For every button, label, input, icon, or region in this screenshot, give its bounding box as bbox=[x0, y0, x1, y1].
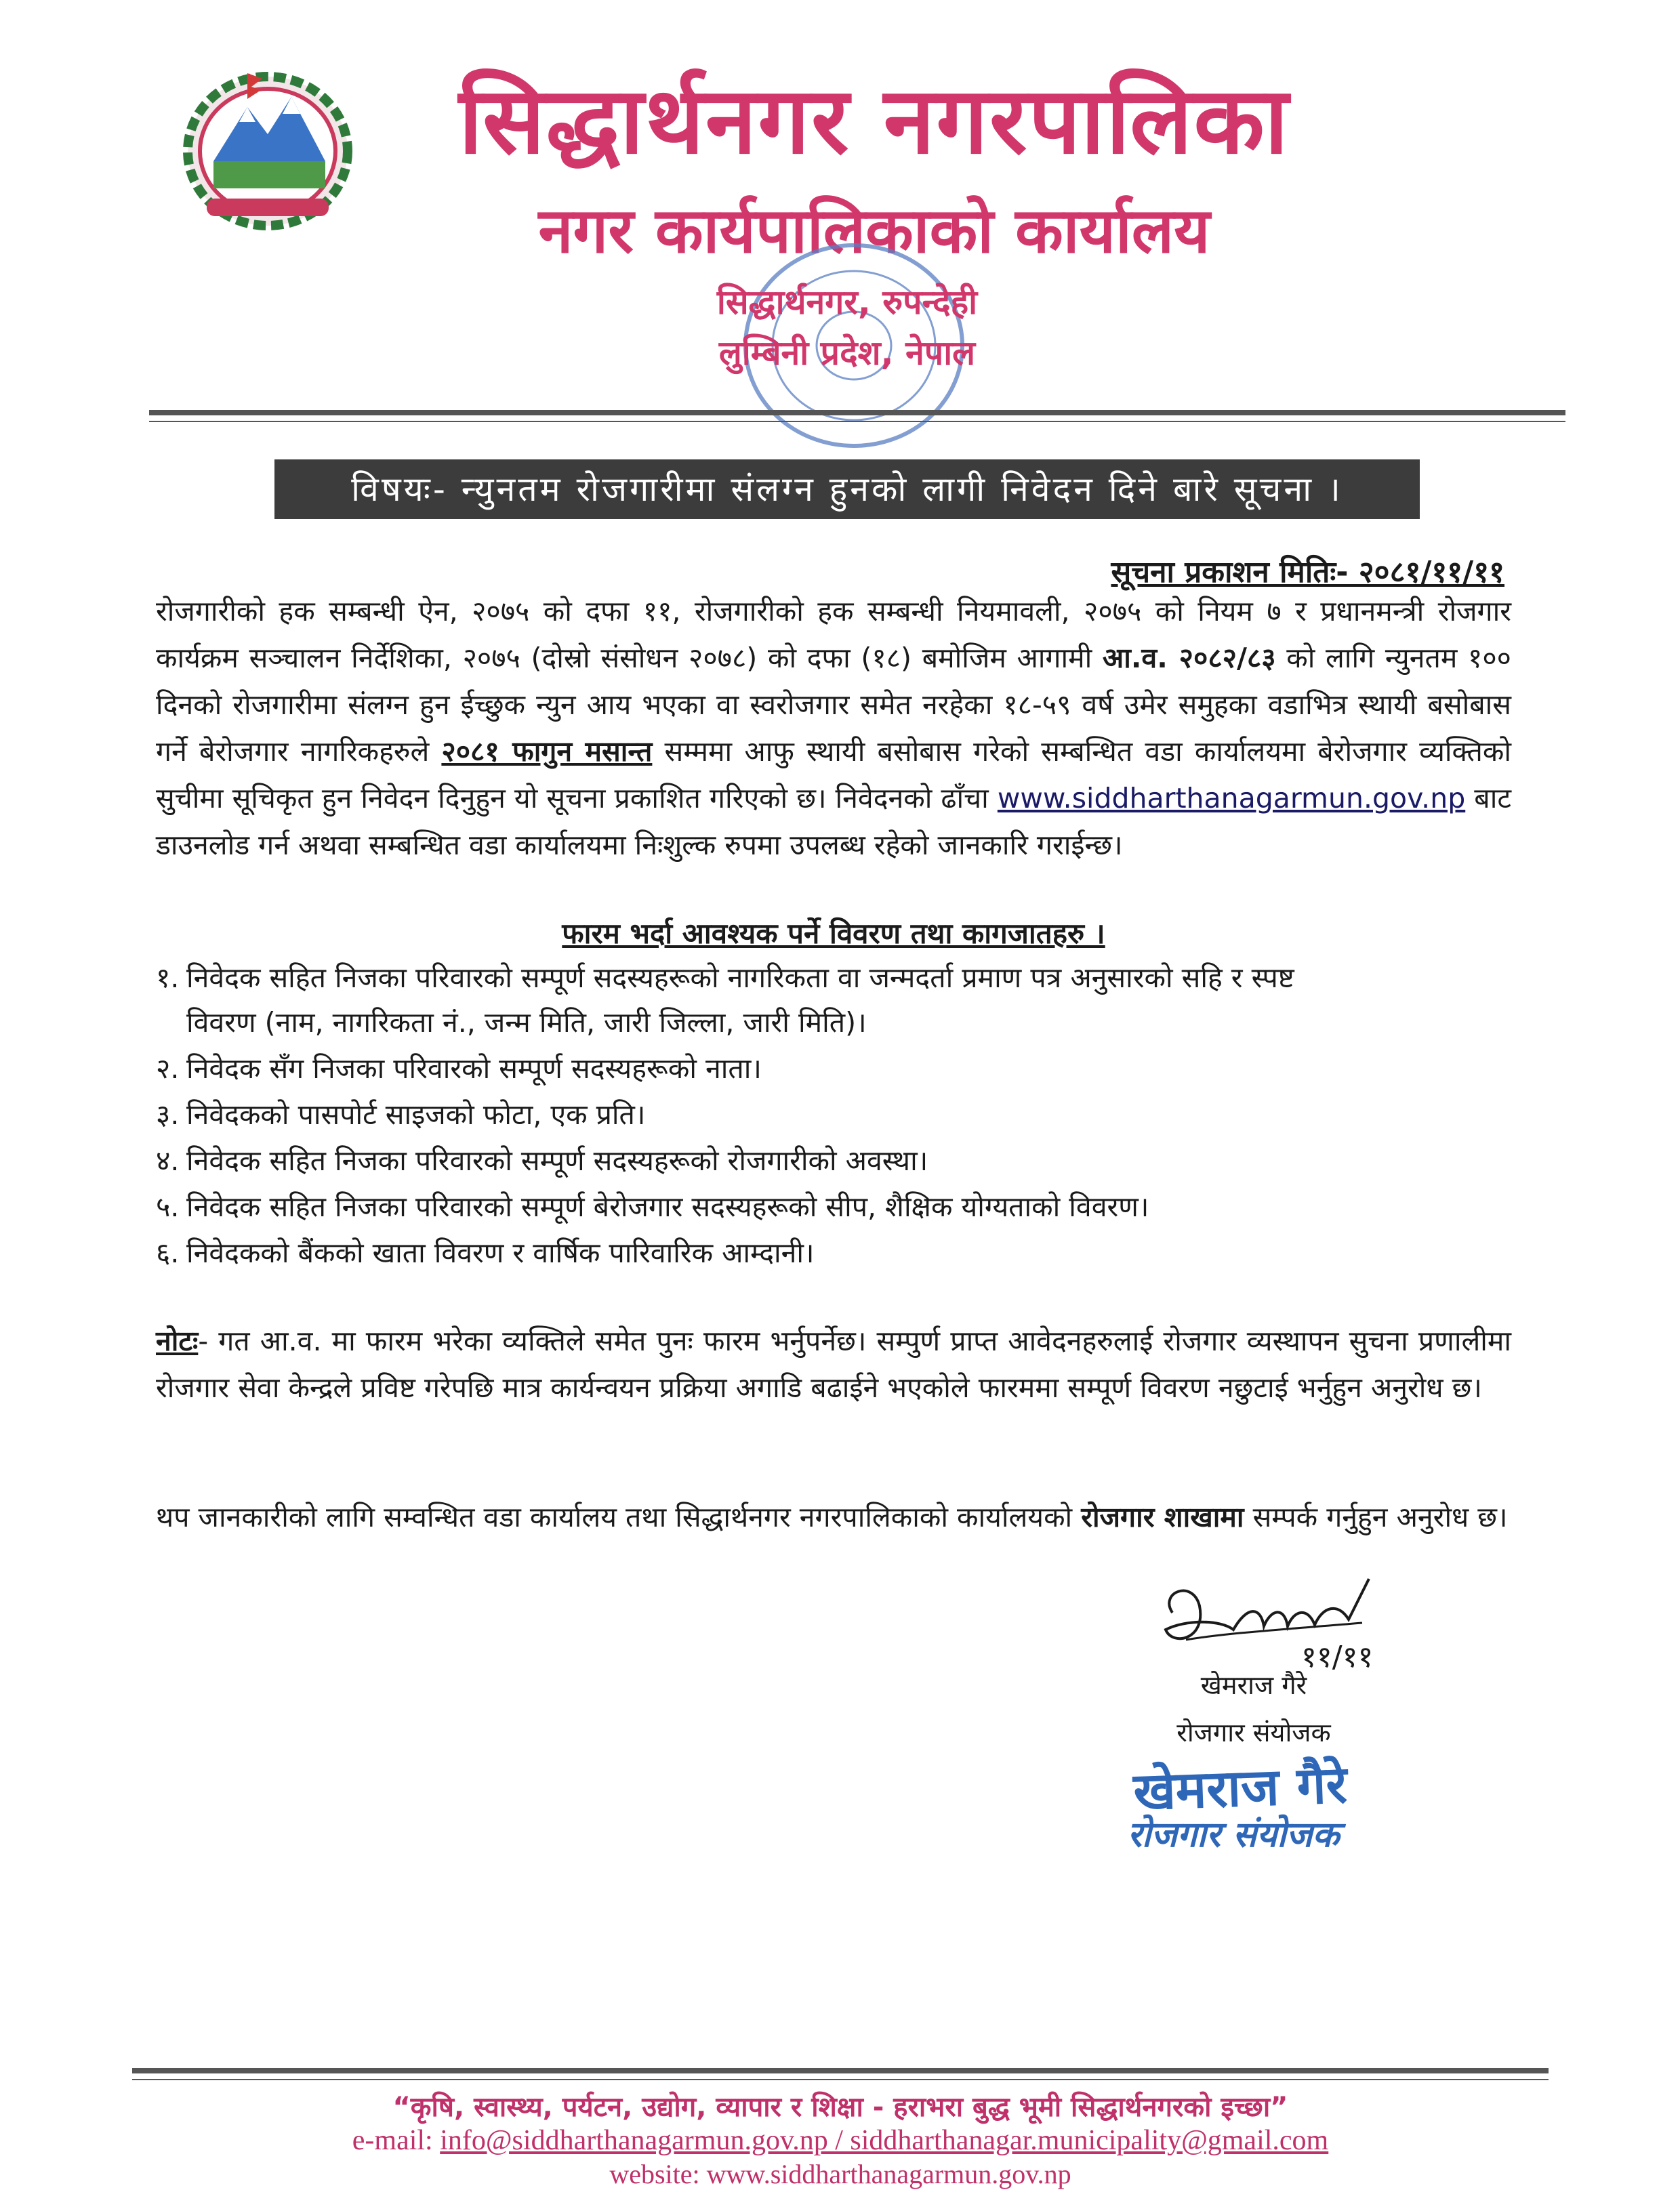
municipality-emblem bbox=[166, 60, 369, 236]
publish-date: सूचना प्रकाशन मितिः- २०८१/११/११ bbox=[1111, 555, 1504, 590]
note-label: नोटः bbox=[156, 1325, 199, 1357]
list-item-text: निवेदक सँग निजका परिवारको सम्पूर्ण सदस्यहरूको नाता। bbox=[186, 1052, 762, 1085]
intro-text-1: रोजगारीको हक सम्बन्धी ऐन, २०७५ को दफा ११, रोजगारीको हक सम्बन्धी नियमावली, २०७५ को नियम ७ र प्रधानमन्त्री रोजगार कार्यक्रम सञ्चालन निर्देशिका, २०७५ (दोस्रो संसोधन २०७८) को दफा (१८) बमोजिम आगामी bbox=[156, 595, 1511, 674]
list-item-number: ५. bbox=[156, 1191, 180, 1223]
footer-website-link[interactable]: www.siddharthanagarmun.gov.np bbox=[706, 2159, 1071, 2189]
website-label: website: bbox=[609, 2159, 707, 2189]
intro-paragraph bbox=[156, 588, 1511, 869]
deadline: २०८१ फागुन मसान्त bbox=[441, 735, 653, 768]
contact-text-1: थप जानकारीको लागि सम्वन्धित वडा कार्यालय तथा सिद्धार्थनगर नगरपालिकाको कार्यालयको bbox=[156, 1501, 1082, 1533]
intro-text-2: को लागि न्युनतम १०० दिनको रोजगारीमा संलग्न हुन ईच्छुक न्युन आय भएका वा स्वरोजगार समेत नरहेका १८-५९ वर्ष उमेर समुहका वडाभित्र स्थायी बसोबास गर्ने बेरोजगार नागरिकहरुले bbox=[156, 642, 1511, 768]
name-stamp: खेमराज गैरे bbox=[1132, 1754, 1349, 1822]
email-address-link[interactable]: info@siddharthanagarmun.gov.np / siddharthanagar.municipality@gmail.com bbox=[440, 2125, 1329, 2156]
footer-divider bbox=[132, 2068, 1549, 2073]
contact-paragraph bbox=[156, 1494, 1511, 1541]
list-item-text: निवेदक सहित निजका परिवारको सम्पूर्ण बेरोजगार सदस्यहरूको सीप, शैक्षिक योग्यताको विवरण। bbox=[186, 1191, 1149, 1223]
footer-website-line bbox=[132, 2158, 1549, 2190]
list-item-text: निवेदक सहित निजका परिवारको सम्पूर्ण सदस्यहरूको रोजगारीको अवस्था। bbox=[186, 1144, 928, 1177]
fiscal-year: आ.व. २०८२/८३ bbox=[1102, 642, 1276, 674]
employment-branch: रोजगार शाखामा bbox=[1081, 1501, 1244, 1533]
list-item-number: ६. bbox=[156, 1237, 180, 1269]
list-item-number: ४. bbox=[156, 1144, 180, 1177]
docs-heading: फारम भर्दा आवश्यक पर्ने विवरण तथा कागजातहरु । bbox=[562, 917, 1105, 950]
intro-text-4: बाट डाउनलोड गर्न अथवा सम्बन्धित वडा कार्यालयमा निःशुल्क रुपमा उपलब्ध रहेको जानकारि गराईन्छ। bbox=[156, 782, 1511, 861]
email-label: e-mail: bbox=[352, 2125, 441, 2156]
website-link[interactable]: www.siddharthanagarmun.gov.np bbox=[997, 782, 1466, 814]
list-item bbox=[156, 1138, 1511, 1183]
footer-motto: “कृषि, स्वास्थ्य, पर्यटन, उद्योग, व्यापार र शिक्षा - हराभरा बुद्ध भूमी सिद्धार्थनगरको इच्छा” bbox=[392, 2092, 1288, 2123]
address-province: लुम्बिनी प्रदेश, नेपाल bbox=[718, 333, 976, 373]
contact-text-2: सम्पर्क गर्नुहुन अनुरोध छ। bbox=[1244, 1501, 1508, 1533]
note-text: - गत आ.व. मा फारम भरेका व्यक्तिले समेत पुनः फारम भर्नुपर्नेछ। सम्पुर्ण प्राप्त आवेदनहरुलाई रोजगार व्यस्थापन सुचना प्रणालीमा रोजगार सेवा केन्द्रले प्रविष्ट गरेपछि मात्र कार्यन्वयन प्रक्रिया अगाडि बढाईने भएकोले फारममा सम्पूर्ण विवरण नछुटाई भर्नुहुन अनुरोध छ। bbox=[156, 1325, 1511, 1404]
signer-name: खेमराज गैरे bbox=[1200, 1670, 1307, 1700]
list-item bbox=[156, 955, 1511, 1000]
signer-title: रोजगार संयोजक bbox=[1176, 1718, 1331, 1748]
list-item-text: निवेदकको बैंकको खाता विवरण र वार्षिक पारिवारिक आम्दानी। bbox=[186, 1237, 815, 1269]
address-district: सिद्धार्थनगर, रुपन्देही bbox=[716, 283, 978, 322]
list-item-number: १. bbox=[156, 962, 180, 994]
footer-divider-thin bbox=[132, 2079, 1549, 2080]
list-item-number: २. bbox=[156, 1052, 180, 1085]
list-item-text: निवेदक सहित निजका परिवारको सम्पूर्ण सदस्यहरूको नागरिकता वा जन्मदर्ता प्रमाण पत्र अनुसारको सहि र स्पष्ट bbox=[186, 962, 1294, 994]
title-stamp: रोजगार संयोजक bbox=[1127, 1815, 1340, 1855]
footer-email-line bbox=[132, 2124, 1549, 2157]
list-item bbox=[156, 1184, 1511, 1229]
office-name: नगर कार्यपालिकाको कार्यालय bbox=[538, 194, 1210, 267]
list-item bbox=[156, 1092, 1511, 1137]
note-paragraph bbox=[156, 1318, 1511, 1411]
intro-text-3: सम्ममा आफु स्थायी बसोबास गरेको सम्बन्धित वडा कार्यालयमा बेरोजगार व्यक्तिको सुचीमा सूचिकृत हुन निवेदन दिनुहुन यो सूचना प्रकाशित गरिएको छ। निवेदनको ढाँचा bbox=[156, 735, 1511, 814]
header-divider-thin bbox=[149, 421, 1565, 422]
list-item-continuation: विवरण (नाम, नागरिकता नं., जन्म मिति, जारी जिल्ला, जारी मिति)। bbox=[186, 1006, 867, 1039]
list-item bbox=[156, 1046, 1511, 1091]
list-item-number: ३. bbox=[156, 1098, 180, 1131]
subject-banner: विषयः- न्युनतम रोजगारीमा संलग्न हुनको लागी निवेदन दिने बारे सूचना । bbox=[274, 459, 1420, 519]
org-name: सिद्धार्थनगर नगरपालिका bbox=[458, 68, 1290, 175]
header-divider bbox=[149, 410, 1565, 415]
signature-date: ११/११ bbox=[1301, 1640, 1374, 1674]
list-item bbox=[156, 1231, 1511, 1275]
list-item-text: निवेदकको पासपोर्ट साइजको फोटा, एक प्रति। bbox=[186, 1098, 646, 1131]
